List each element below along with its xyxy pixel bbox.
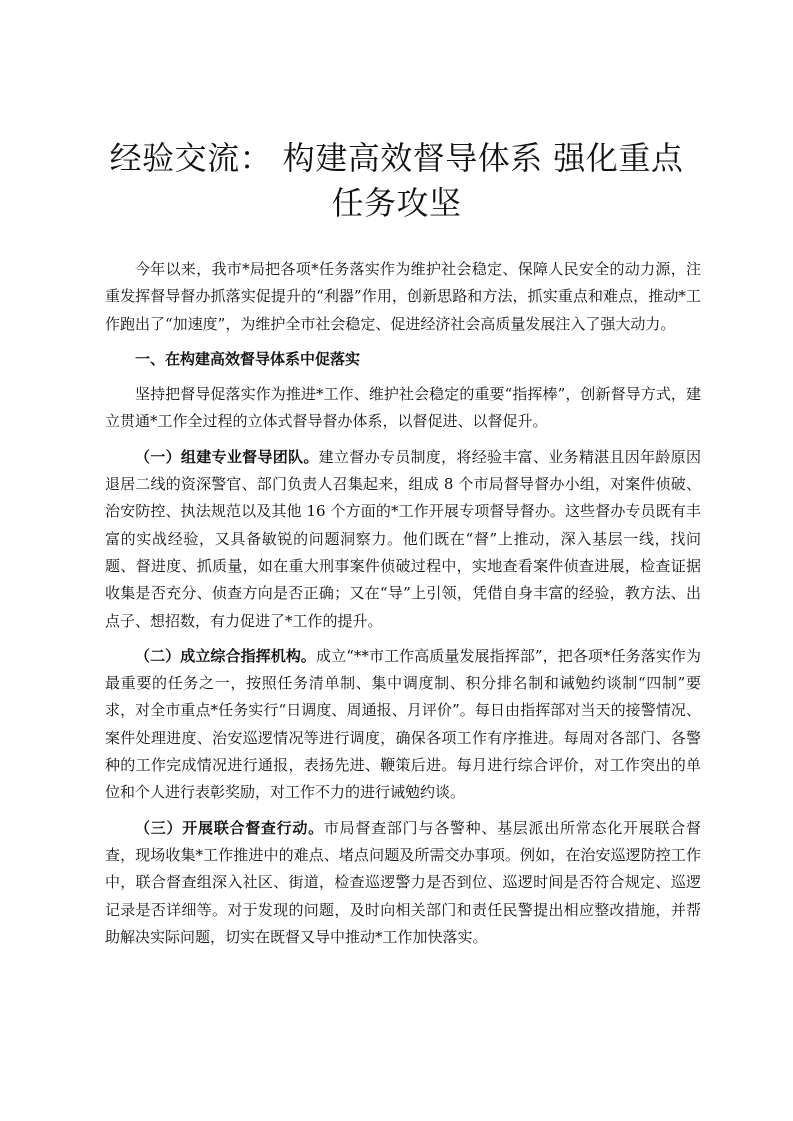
section-1-paragraph: 坚持把督导促落实作为推进*工作、维护社会稳定的重要“指挥棒”，创新督导方式，建立贯通*工作全过程的立体式督导督办体系，以督促进、以督促升。 xyxy=(105,385,701,431)
document-title: 经验交流： 构建高效督导体系 强化重点任务攻坚 xyxy=(109,139,684,222)
item-text-1: 建立督办专员制度，将经验丰富、业务精湛且因年龄原因退居二线的资深警官、部门负责人召集起来，组成 8 个市局督导督办小组，对案件侦破、治安防控、执法规范以及其他 16 个方面的*工作开展专项督导督办。这些督办专员既有丰富的实战经验，又具备敏锐的问题洞察力。他们既在“督”上推动，深入基层一线，找问题、督进度、抓质量，如在重大刑事案件侦破过程中，实地查看案件侦查进展，检查证据收集是否充分、侦查方向是否正确；又在“导”上引领，凭借自身丰富的经验，教方法、出点子、想招数，有力促进了*工作的提升。 xyxy=(105,447,701,630)
intro-paragraph: 今年以来，我市*局把各项*任务落实作为维护社会稳定、保障人民安全的动力源，注重发挥督导督办抓落实促提升的“利器”作用，创新思路和方法，抓实重点和难点，推动*工作跑出了“加速度”，为维护全市社会稳定、促进经济社会高质量发展注入了强大动力。 xyxy=(105,260,701,333)
item-lead-2: （二）成立综合指挥机构。 xyxy=(135,646,317,665)
item-paragraph-2 xyxy=(105,643,701,807)
item-paragraph-1 xyxy=(105,444,701,635)
item-text-3: 市局督查部门与各警种、基层派出所常态化开展联合督查，现场收集*工作推进中的难点、堵点问题及所需交办事项。例如，在治安巡逻防控工作中，联合督查组深入社区、街道，检查巡逻警力是否到位、巡逻时间是否符合规定、巡逻记录是否详细等。对于发现的问题，及时向相关部门和责任民警提出相应整改措施，并帮助解决实际问题，切实在既督又导中推动*工作加快落实。 xyxy=(105,818,701,946)
section-heading-1: 一、在构建高效督导体系中促落实 xyxy=(135,349,361,368)
item-lead-1: （一）组建专业督导团队。 xyxy=(135,447,319,466)
item-lead-3: （三）开展联合督查行动。 xyxy=(135,818,324,837)
document-body xyxy=(105,256,701,959)
item-paragraph-3 xyxy=(105,815,701,951)
item-text-2: 成立“**市工作高质量发展指挥部”，把各项*任务落实作为最重要的任务之一，按照任务清单制、集中调度制、积分排名制和诫勉约谈制“四制”要求，对全市重点*任务实行“日调度、周通报、月评价”。每日由指挥部对当天的接警情况、案件处理进度、治安巡逻情况等进行调度，确保各项工作有序推进。每周对各部门、各警种的工作完成情况进行通报，表扬先进、鞭策后进。每月进行综合评价，对工作突出的单位和个人进行表彰奖励，对工作不力的进行诫勉约谈。 xyxy=(105,646,701,802)
